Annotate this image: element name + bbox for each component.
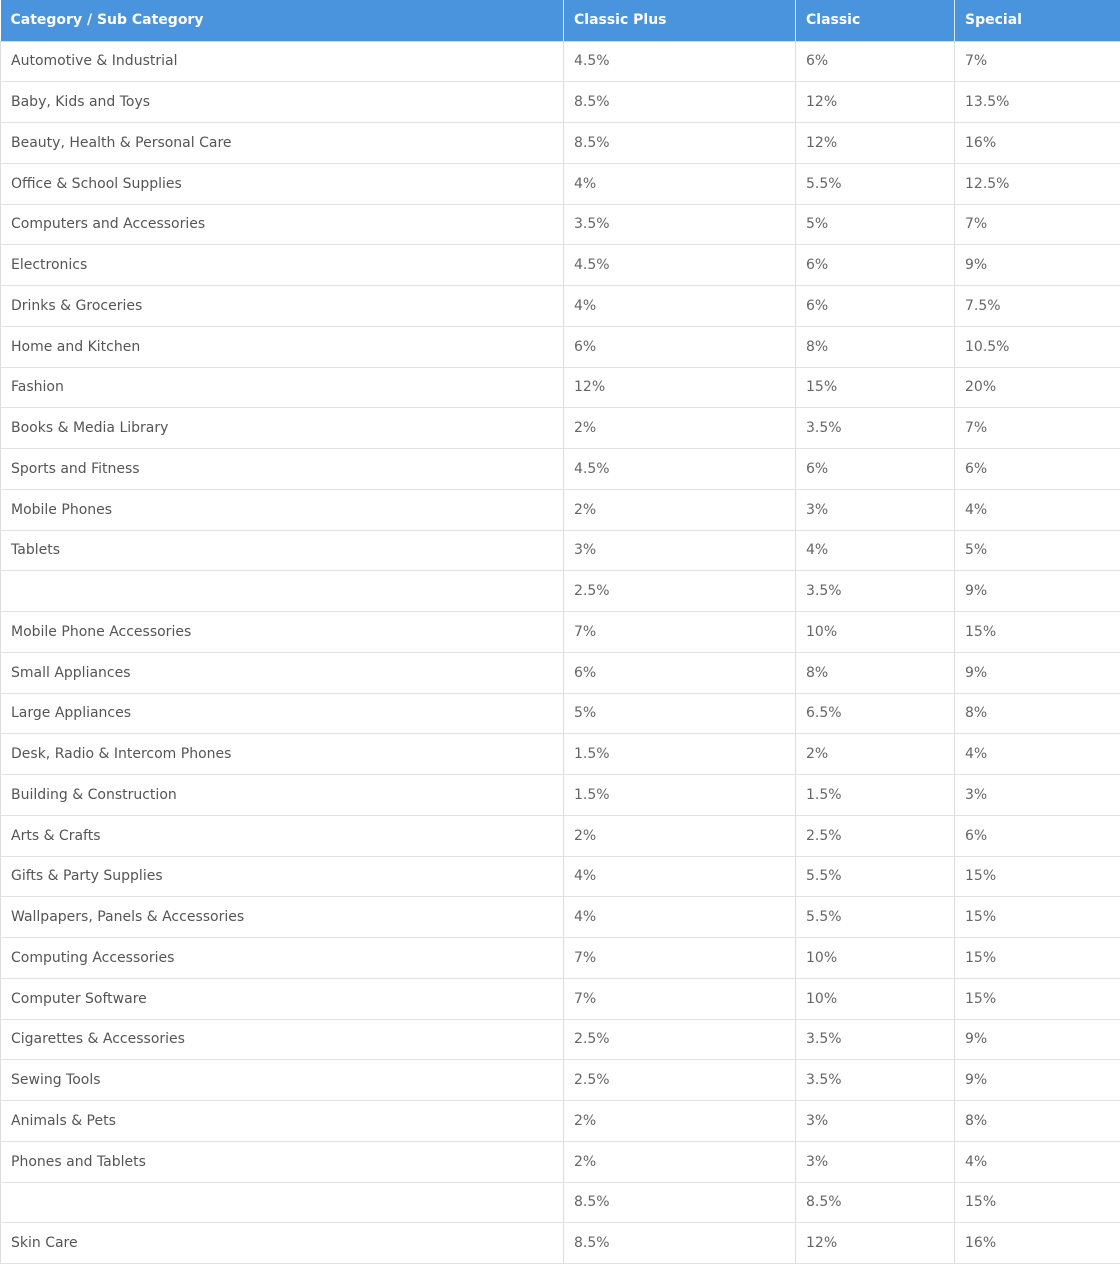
- classic-plus-cell: 2%: [564, 1141, 796, 1182]
- classic-plus-cell: 4.5%: [564, 245, 796, 286]
- classic-cell: 6%: [796, 245, 955, 286]
- category-cell: Cigarettes & Accessories: [1, 1019, 564, 1060]
- table-row: [1, 897, 1120, 938]
- table-row: [1, 652, 1120, 693]
- table-row: [1, 856, 1120, 897]
- special-cell: 20%: [955, 367, 1120, 408]
- category-cell: Beauty, Health & Personal Care: [1, 123, 564, 164]
- special-cell: 15%: [955, 1182, 1120, 1223]
- classic-cell: 4%: [796, 530, 955, 571]
- special-cell: 8%: [955, 1101, 1120, 1142]
- classic-cell: 3%: [796, 489, 955, 530]
- category-cell: Tablets: [1, 530, 564, 571]
- table-row: [1, 1019, 1120, 1060]
- special-cell: 6%: [955, 815, 1120, 856]
- special-cell: 7%: [955, 408, 1120, 449]
- category-cell: Arts & Crafts: [1, 815, 564, 856]
- classic-plus-cell: 4%: [564, 897, 796, 938]
- classic-plus-cell: 2.5%: [564, 571, 796, 612]
- table-row: [1, 163, 1120, 204]
- special-cell: 15%: [955, 938, 1120, 979]
- special-cell: 9%: [955, 571, 1120, 612]
- classic-plus-cell: 2%: [564, 489, 796, 530]
- classic-plus-cell: 1.5%: [564, 775, 796, 816]
- category-cell: Skin Care: [1, 1223, 564, 1264]
- category-cell: [1, 571, 564, 612]
- category-cell: Desk, Radio & Intercom Phones: [1, 734, 564, 775]
- classic-cell: 8%: [796, 652, 955, 693]
- category-cell: Small Appliances: [1, 652, 564, 693]
- special-cell: 16%: [955, 1223, 1120, 1264]
- category-cell: Home and Kitchen: [1, 326, 564, 367]
- classic-cell: 10%: [796, 612, 955, 653]
- category-cell: Computer Software: [1, 978, 564, 1019]
- classic-cell: 5.5%: [796, 856, 955, 897]
- classic-plus-cell: 8.5%: [564, 1182, 796, 1223]
- classic-cell: 12%: [796, 123, 955, 164]
- classic-plus-cell: 4.5%: [564, 449, 796, 490]
- special-cell: 4%: [955, 1141, 1120, 1182]
- table-row: [1, 1182, 1120, 1223]
- classic-plus-cell: 3%: [564, 530, 796, 571]
- special-cell: 3%: [955, 775, 1120, 816]
- table-row: [1, 693, 1120, 734]
- classic-cell: 8%: [796, 326, 955, 367]
- table-row: [1, 1060, 1120, 1101]
- category-cell: Wallpapers, Panels & Accessories: [1, 897, 564, 938]
- classic-plus-cell: 4%: [564, 163, 796, 204]
- classic-cell: 12%: [796, 82, 955, 123]
- special-cell: 13.5%: [955, 82, 1120, 123]
- header-classic-plus: Classic Plus: [564, 0, 796, 41]
- special-cell: 9%: [955, 652, 1120, 693]
- classic-plus-cell: 8.5%: [564, 82, 796, 123]
- classic-cell: 6%: [796, 449, 955, 490]
- table-header: [1, 0, 1120, 41]
- classic-plus-cell: 2%: [564, 1101, 796, 1142]
- category-cell: Building & Construction: [1, 775, 564, 816]
- classic-cell: 3%: [796, 1101, 955, 1142]
- category-cell: Sewing Tools: [1, 1060, 564, 1101]
- table-row: [1, 408, 1120, 449]
- classic-plus-cell: 2%: [564, 815, 796, 856]
- special-cell: 15%: [955, 612, 1120, 653]
- table-row: [1, 286, 1120, 327]
- classic-plus-cell: 8.5%: [564, 1223, 796, 1264]
- classic-cell: 6.5%: [796, 693, 955, 734]
- table-row: [1, 367, 1120, 408]
- category-cell: Electronics: [1, 245, 564, 286]
- special-cell: 8%: [955, 693, 1120, 734]
- classic-plus-cell: 2.5%: [564, 1019, 796, 1060]
- table-row: [1, 1141, 1120, 1182]
- classic-cell: 5.5%: [796, 897, 955, 938]
- table-row: [1, 1101, 1120, 1142]
- category-cell: Animals & Pets: [1, 1101, 564, 1142]
- special-cell: 12.5%: [955, 163, 1120, 204]
- category-cell: Automotive & Industrial: [1, 41, 564, 82]
- classic-plus-cell: 12%: [564, 367, 796, 408]
- special-cell: 7%: [955, 204, 1120, 245]
- special-cell: 10.5%: [955, 326, 1120, 367]
- special-cell: 7.5%: [955, 286, 1120, 327]
- classic-plus-cell: 2.5%: [564, 1060, 796, 1101]
- special-cell: 4%: [955, 489, 1120, 530]
- classic-plus-cell: 5%: [564, 693, 796, 734]
- table-row: [1, 245, 1120, 286]
- classic-cell: 6%: [796, 286, 955, 327]
- category-cell: Office & School Supplies: [1, 163, 564, 204]
- category-cell: [1, 1182, 564, 1223]
- category-cell: Sports and Fitness: [1, 449, 564, 490]
- classic-cell: 3%: [796, 1141, 955, 1182]
- classic-cell: 1.5%: [796, 775, 955, 816]
- table-row: [1, 775, 1120, 816]
- category-cell: Phones and Tablets: [1, 1141, 564, 1182]
- classic-plus-cell: 2%: [564, 408, 796, 449]
- special-cell: 9%: [955, 1060, 1120, 1101]
- table-row: [1, 326, 1120, 367]
- table-row: [1, 82, 1120, 123]
- table-row: [1, 978, 1120, 1019]
- category-cell: Gifts & Party Supplies: [1, 856, 564, 897]
- classic-cell: 3.5%: [796, 1060, 955, 1101]
- special-cell: 7%: [955, 41, 1120, 82]
- table-row: [1, 204, 1120, 245]
- classic-plus-cell: 6%: [564, 326, 796, 367]
- table-row: [1, 489, 1120, 530]
- classic-plus-cell: 8.5%: [564, 123, 796, 164]
- classic-cell: 8.5%: [796, 1182, 955, 1223]
- header-category: Category / Sub Category: [1, 0, 564, 41]
- table-row: [1, 1223, 1120, 1264]
- classic-cell: 15%: [796, 367, 955, 408]
- table-row: [1, 734, 1120, 775]
- table-body: [1, 41, 1120, 1264]
- table-row: [1, 612, 1120, 653]
- classic-plus-cell: 7%: [564, 978, 796, 1019]
- table-row: [1, 449, 1120, 490]
- table-row: [1, 41, 1120, 82]
- classic-plus-cell: 7%: [564, 612, 796, 653]
- special-cell: 15%: [955, 978, 1120, 1019]
- header-classic: Classic: [796, 0, 955, 41]
- category-cell: Computing Accessories: [1, 938, 564, 979]
- special-cell: 9%: [955, 245, 1120, 286]
- classic-plus-cell: 7%: [564, 938, 796, 979]
- classic-cell: 5%: [796, 204, 955, 245]
- special-cell: 4%: [955, 734, 1120, 775]
- classic-cell: 6%: [796, 41, 955, 82]
- classic-cell: 10%: [796, 978, 955, 1019]
- header-special: Special: [955, 0, 1120, 41]
- category-cell: Drinks & Groceries: [1, 286, 564, 327]
- special-cell: 16%: [955, 123, 1120, 164]
- table-row: [1, 938, 1120, 979]
- classic-cell: 3.5%: [796, 571, 955, 612]
- classic-cell: 3.5%: [796, 408, 955, 449]
- category-cell: Baby, Kids and Toys: [1, 82, 564, 123]
- classic-plus-cell: 3.5%: [564, 204, 796, 245]
- category-cell: Mobile Phone Accessories: [1, 612, 564, 653]
- classic-plus-cell: 4.5%: [564, 41, 796, 82]
- header-row: [1, 0, 1120, 41]
- table-row: [1, 571, 1120, 612]
- special-cell: 6%: [955, 449, 1120, 490]
- classic-cell: 12%: [796, 1223, 955, 1264]
- table-row: [1, 123, 1120, 164]
- table-row: [1, 815, 1120, 856]
- classic-plus-cell: 4%: [564, 856, 796, 897]
- special-cell: 15%: [955, 856, 1120, 897]
- classic-plus-cell: 6%: [564, 652, 796, 693]
- classic-cell: 2.5%: [796, 815, 955, 856]
- special-cell: 15%: [955, 897, 1120, 938]
- classic-cell: 2%: [796, 734, 955, 775]
- category-cell: Mobile Phones: [1, 489, 564, 530]
- classic-cell: 5.5%: [796, 163, 955, 204]
- special-cell: 5%: [955, 530, 1120, 571]
- classic-plus-cell: 1.5%: [564, 734, 796, 775]
- category-cell: Computers and Accessories: [1, 204, 564, 245]
- category-cell: Books & Media Library: [1, 408, 564, 449]
- classic-plus-cell: 4%: [564, 286, 796, 327]
- classic-cell: 10%: [796, 938, 955, 979]
- category-cell: Fashion: [1, 367, 564, 408]
- table-row: [1, 530, 1120, 571]
- classic-cell: 3.5%: [796, 1019, 955, 1060]
- special-cell: 9%: [955, 1019, 1120, 1060]
- category-cell: Large Appliances: [1, 693, 564, 734]
